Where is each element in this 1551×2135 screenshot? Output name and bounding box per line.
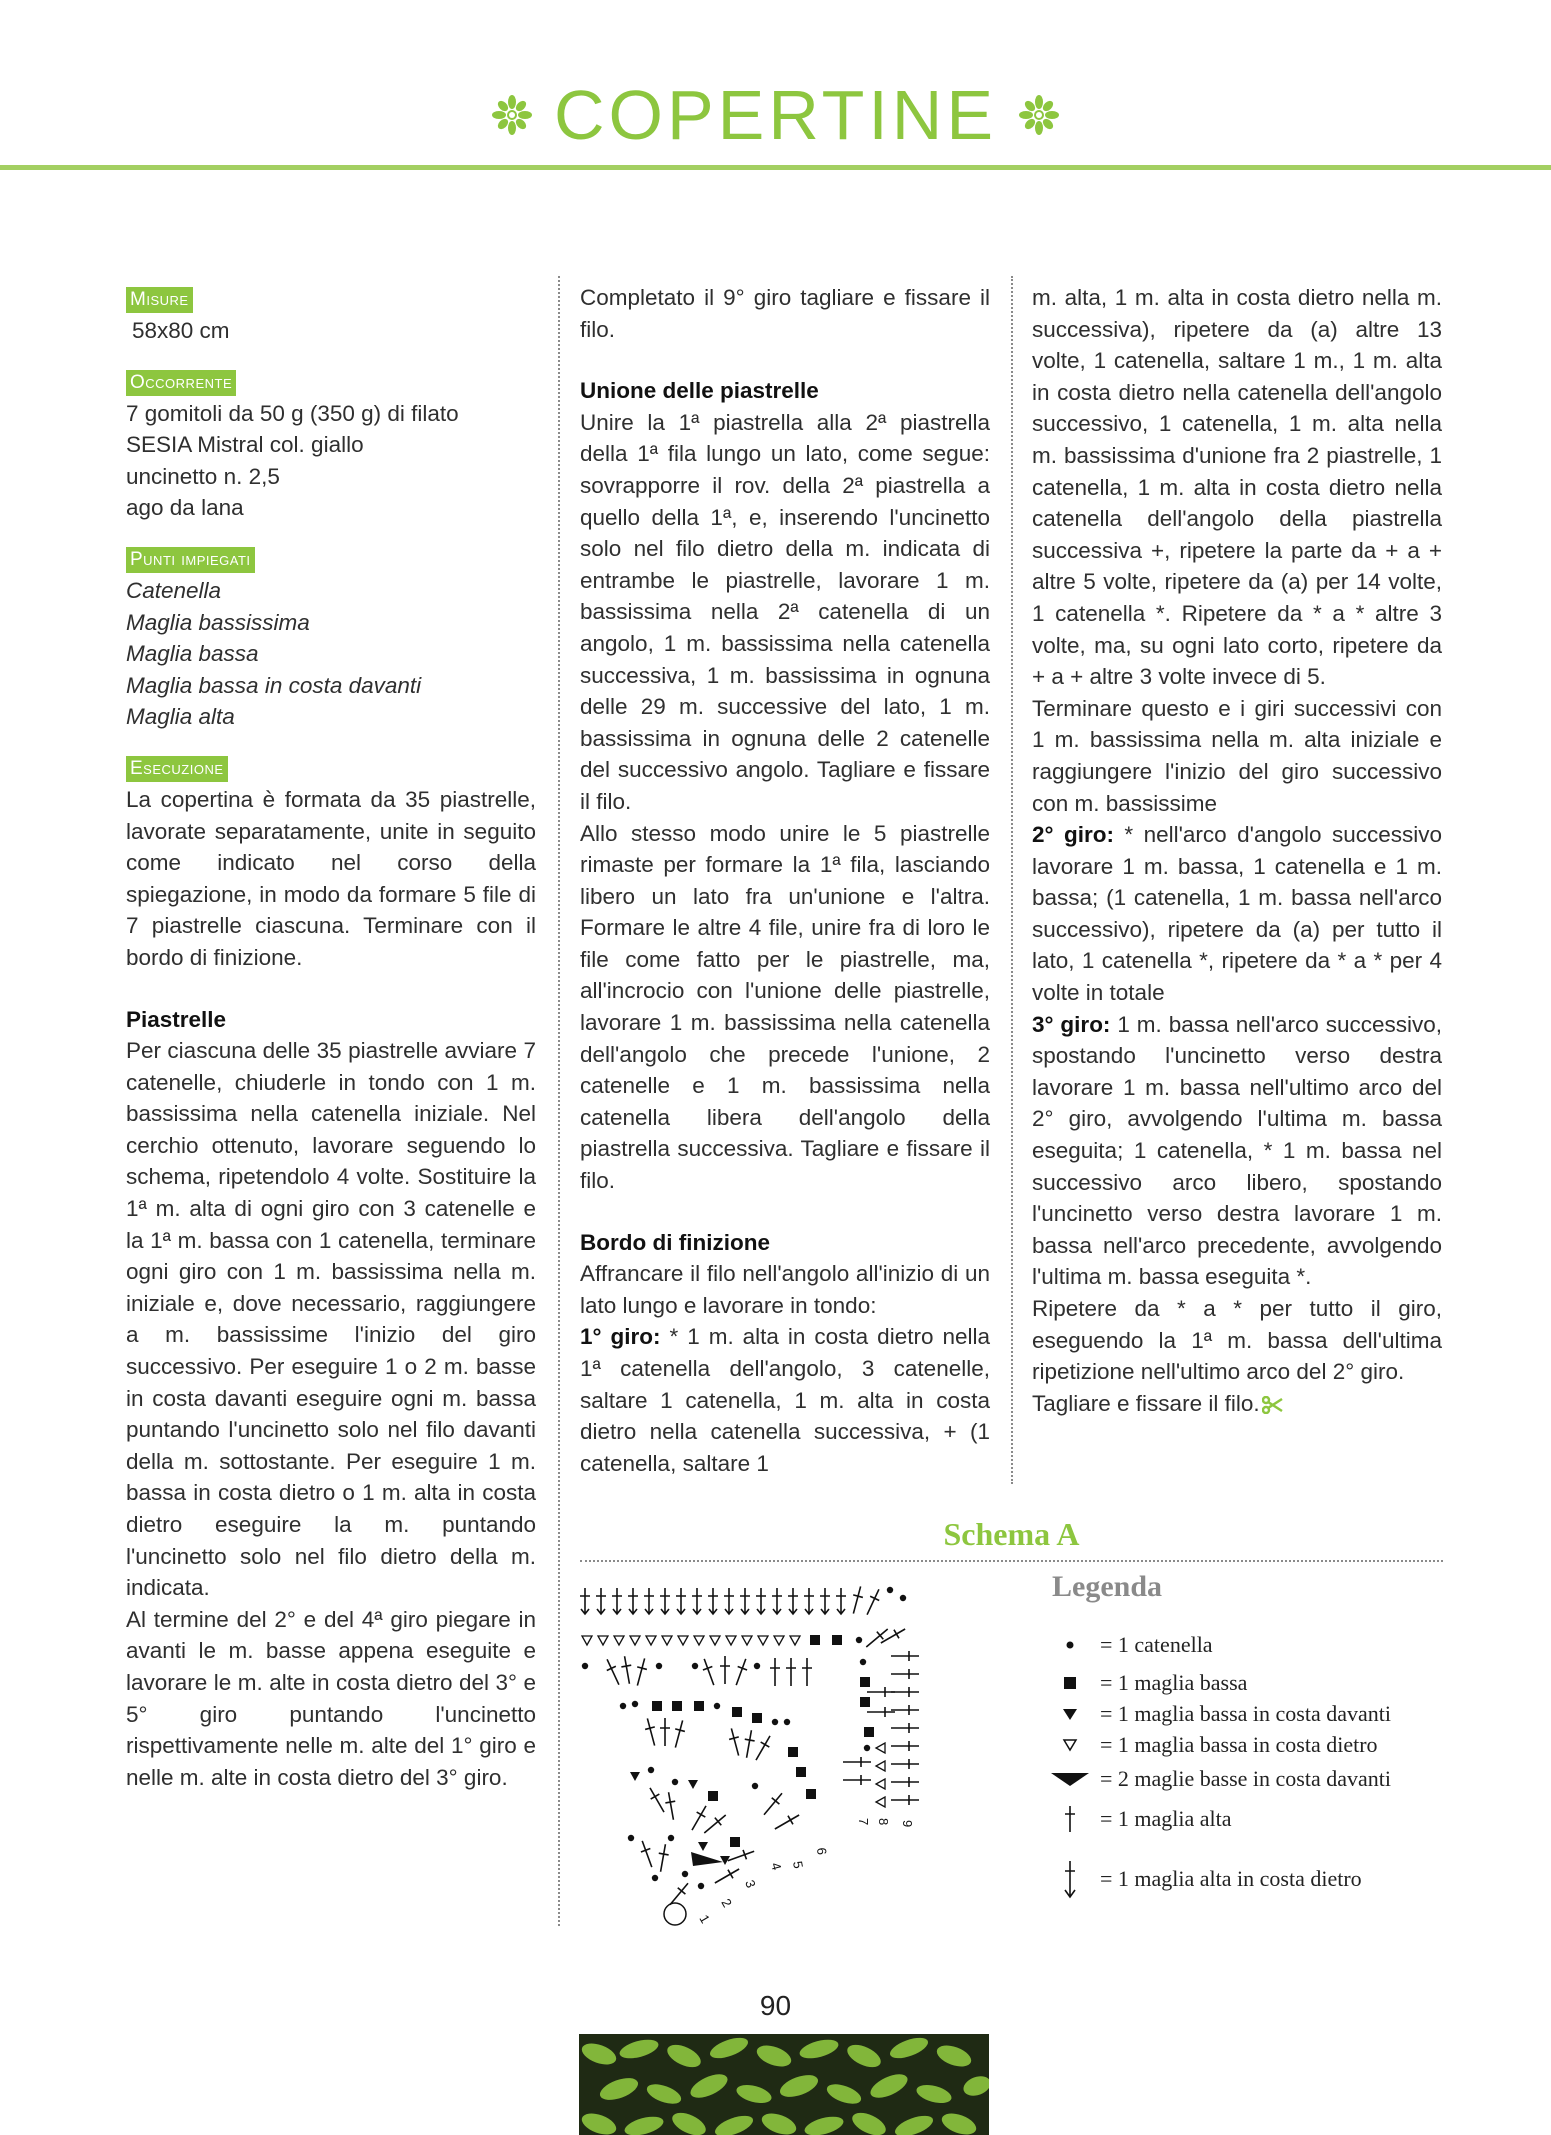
legend-text: = 2 maglie basse in costa davanti	[1100, 1766, 1391, 1791]
row-6-stitches	[620, 1701, 790, 1725]
cross-icon	[1062, 1804, 1078, 1834]
giro-3-paragraph	[1032, 1009, 1442, 1293]
giro-2-paragraph	[1032, 819, 1442, 1009]
piastrelle-paragraph: Per ciascuna delle 35 piastrelle avviare 7 catenelle, chiuderle in tondo con 1 m. bassissima nella catenella iniziale. Nel cerchio ottenuto, lavorare seguendo lo schema, ripetendolo 4 volte. Sostituire la 1ª m. alta di ogni giro con 3 catenelle e la 1ª m. bassa con 1 catenella, terminare ogni giro con 1 m. bassissima nella m. iniziale e, dove necessario, raggiungere a m. bassissime l'inizio del giro successivo. Per eseguire 1 o 2 m. basse in costa davanti eseguire ogni m. bassa puntando l'uncinetto solo nel filo davanti della m. sottostante. Per eseguire 1 m. bassa in costa dietro o 1 m. alta in costa dietro eseguire la m. puntando l'uncinetto solo nel filo dietro della m. indicata.	[126, 1038, 536, 1601]
giro-3-text: 1 m. bassa nell'arco successivo, spostando l'uncinetto verso destra lavorare 1 m. bassa nell'ultimo arco del 2° giro, avvolgendo l'ultima m. bassa eseguita; 1 catenella, * 1 m. bassa nel successivo arco libero, spostando l'uncinetto verso destra lavorare 1 m. bassa nell'arco precedente, avvolgendo l'ultima m. bassa eseguita *.	[1032, 1011, 1442, 1290]
knit-texture-photo	[579, 2034, 989, 2135]
piastrelle-heading: Piastrelle	[126, 1006, 227, 1032]
legend-text: = 1 maglia alta in costa dietro	[1100, 1866, 1362, 1891]
punti-item: Maglia bassa	[126, 641, 259, 667]
unione-heading: Unione delle piastrelle	[580, 378, 819, 404]
double-triangle-icon	[1050, 1770, 1090, 1788]
esecuzione-paragraph: La copertina è formata da 35 piastrelle, lavorate separatamente, unite in seguito come indicato nel corso della spiegazione, in modo da formare 5 file di 7 piastrelle ciascuna. Terminare con il bordo di finizione.	[126, 786, 536, 970]
page-title: COPERTINE	[553, 76, 998, 154]
schema-rule	[580, 1560, 1443, 1562]
schema-title: Schema A	[943, 1516, 1080, 1552]
giro-1-text: * 1 m. alta in costa dietro nella 1ª catenella dell'angolo, 3 catenelle, saltare 1 catenella, 1 m. alta in costa dietro nella catenella successiva, + (1 catenella, saltare 1	[580, 1324, 990, 1476]
row-number: 4	[768, 1860, 785, 1872]
row-number: 9	[900, 1820, 915, 1828]
scissors-icon	[1262, 1396, 1284, 1414]
column-3	[1032, 282, 1442, 1419]
column-2	[580, 282, 990, 1479]
rows-1-3-stitches	[628, 1835, 756, 1925]
triangle-outline-icon	[1062, 1738, 1078, 1752]
punti-item: Maglia bassa in costa davanti	[126, 672, 422, 698]
occorrente-line: 7 gomitoli da 50 g (350 g) di filato	[126, 400, 459, 426]
cross-arrow-icon	[1062, 1859, 1078, 1899]
row-number: 7	[856, 1818, 871, 1826]
legend-text: = 1 maglia bassa	[1100, 1670, 1248, 1695]
legend-title: Legenda	[1052, 1570, 1163, 1603]
section-label-punti: Punti impiegati	[126, 547, 255, 573]
punti-item: Catenella	[126, 577, 222, 603]
occorrente-line: SESIA Mistral col. giallo	[126, 432, 364, 458]
legend-text: = 1 maglia bassa in costa dietro	[1100, 1732, 1378, 1757]
row-number: 1	[696, 1912, 714, 1926]
row-number: 6	[814, 1846, 830, 1856]
legend-text: = 1 maglia bassa in costa davanti	[1100, 1701, 1391, 1726]
row-number: 8	[876, 1818, 891, 1826]
unione-paragraph: Allo stesso modo unire le 5 piastrelle rimaste per formare la 1ª fila, lasciando libero un lato fra un'unione e l'altra. Formare le altre 4 file, unire fra di loro le file come fatto per le piastrelle, ma, all'incrocio con l'unione delle piastrelle, lavorare 1 m. bassissima nella catenella dell'angolo che precede l'unione, 2 catenelle e 1 m. bassissima nella catenella libera dell'angolo della piastrella successiva. Tagliare e fissare il filo.	[580, 820, 990, 1194]
row-number: 3	[742, 1877, 759, 1890]
section-label-misure: Misure	[126, 287, 193, 313]
header-rule	[0, 165, 1551, 170]
row-8-stitches	[582, 1625, 908, 1651]
row-5-stitches	[643, 1717, 816, 1799]
square-icon	[1063, 1676, 1077, 1690]
row-number: 2	[718, 1896, 736, 1910]
triangle-down-icon	[1062, 1707, 1078, 1721]
giro-1-paragraph	[580, 1321, 990, 1479]
bordo-heading: Bordo di finizione	[580, 1229, 770, 1255]
final-text: Tagliare e fissare il filo.	[1032, 1390, 1260, 1416]
bordo-paragraph: Affrancare il filo nell'angolo all'inizio di un lato lungo e lavorare in tondo:	[580, 1261, 990, 1318]
legend-row	[1040, 1666, 1460, 1700]
ripetere-paragraph: Ripetere da * a * per tutto il giro, eseguendo la 1ª m. bassa dell'ultima ripetizione nell'ultimo arco del 2° giro.	[1032, 1296, 1442, 1385]
occorrente-line: ago da lana	[126, 495, 244, 521]
unione-paragraph: Unire la 1ª piastrella alla 2ª piastrella della 1ª fila lungo un lato, come segue: sovrapporre il rov. della 2ª piastrella a quello della 1ª, e, inserendo l'uncinetto solo nel filo dietro della m. indicata di entrambe le piastrelle, lavorare 1 m. bassissima nella 2ª catenella di un angolo, 1 m. bassissima nella catenella successiva, 1 m. bassissima in ognuna delle 29 m. successive del lato, 1 m. bassissima in ognuna delle 2 catenelle del successivo angolo. Tagliare e fissare il filo.	[580, 409, 990, 814]
punti-item: Maglia alta	[126, 704, 235, 730]
section-label-occorrente: Occorrente	[126, 370, 236, 396]
occorrente-line: uncinetto n. 2,5	[126, 463, 280, 489]
flower-ornament-icon	[492, 95, 532, 135]
legend-text: = 1 maglia alta	[1100, 1806, 1232, 1831]
page-header	[0, 60, 1551, 170]
legend-row	[1040, 1862, 1460, 1896]
row-7-stitches	[582, 1655, 812, 1687]
legend-row	[1040, 1802, 1460, 1836]
legend-row	[1040, 1728, 1460, 1762]
right-side-stitches	[843, 1651, 919, 1807]
final-paragraph	[1032, 1388, 1442, 1420]
column-1	[126, 282, 536, 1793]
dot-icon	[1064, 1639, 1076, 1651]
page-number: 90	[759, 1990, 792, 2021]
legend-row	[1040, 1762, 1460, 1796]
flower-ornament-icon	[1019, 95, 1059, 135]
legend-text: = 1 catenella	[1100, 1632, 1213, 1657]
legend-row	[1040, 1697, 1460, 1731]
giro-2-text: * nell'arco d'angolo successivo lavorare 1 m. bassa, 1 catenella e 1 m. bassa; (1 catenella, 1 m. bassa nell'arco successivo), ripetere da (a) per tutto il lato, 1 catenella *, ripetere da * a * per 4 volte in totale	[1032, 822, 1442, 1006]
row-number: 5	[790, 1859, 807, 1870]
giro-2-label: 2° giro:	[1032, 822, 1114, 848]
terminare-paragraph: Terminare questo e i giri successivi con 1 m. bassissima nella m. alta iniziale e raggiungere l'inizio del giro successivo con m. bassissime	[1032, 695, 1442, 816]
intro-paragraph: Completato il 9° giro tagliare e fissare il filo.	[580, 285, 990, 342]
section-label-esecuzione: Esecuzione	[126, 756, 228, 782]
giro-1-label: 1° giro:	[580, 1324, 661, 1350]
misure-value: 58x80 cm	[132, 318, 230, 343]
row-9-stitches	[580, 1585, 906, 1617]
column-divider	[1011, 276, 1013, 1484]
punti-item: Maglia bassissima	[126, 609, 310, 635]
legend-row	[1040, 1628, 1460, 1662]
continuation-paragraph: m. alta, 1 m. alta in costa dietro nella m. successiva), ripetere da (a) altre 13 volte, 1 catenella, saltare 1 m., 1 m. alta in costa dietro nella catenella dell'angolo successivo, 1 catenella, 1 m. alta nella m. bassissima d'unione fra 2 piastrelle, 1 catenella, 1 m. alta in costa dietro nella catenella dell'angolo della piastrella successiva +, ripetere la parte da + a + altre 5 volte, ripetere da (a) per 14 volte, 1 catenella *. Ripetere da * a * altre 3 volte, ma, su ogni lato corto, ripetere da + a + altre 3 volte invece di 5.	[1032, 285, 1442, 690]
piastrelle-paragraph: Al termine del 2° e del 4ª giro piegare in avanti le m. basse appena eseguite e lavorare le m. alte in costa dietro del 3° e 5° giro puntando l'uncinetto rispettivamente nelle m. alte del 1° giro e nelle m. alte in costa dietro del 3° giro.	[126, 1606, 536, 1790]
crochet-diagram	[575, 1572, 1035, 1942]
giro-3-label: 3° giro:	[1032, 1011, 1111, 1037]
column-divider	[558, 276, 560, 1926]
row-4-stitches	[630, 1767, 802, 1837]
